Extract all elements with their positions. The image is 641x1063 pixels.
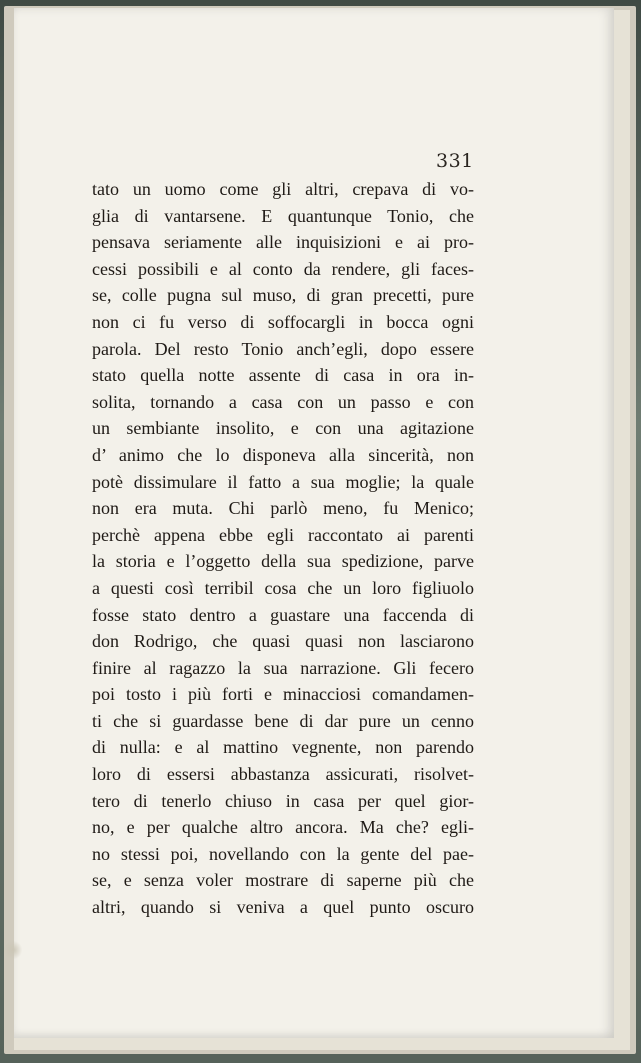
text-line: d’ animo che lo disponeva alla sincerità, non: [92, 444, 474, 465]
paper-stain: [4, 940, 22, 960]
text-line: perchè appena ebbe egli raccontato ai parenti: [92, 524, 474, 545]
text-line: potè dissimulare il fatto a sua moglie; la quale: [92, 471, 474, 492]
text-line: se, colle pugna sul muso, di gran precetti, pure: [92, 285, 474, 306]
text-line: se, e senza voler mostrare di saperne più che: [92, 870, 474, 891]
text-line: un sembiante insolito, e con una agitazione: [92, 418, 474, 439]
text-line: la storia e l’oggetto della sua spedizione, parve: [92, 551, 474, 572]
text-line: pensava seriamente alle inquisizioni e ai pro-: [92, 232, 474, 253]
text-line: non ci fu verso di soffocargli in bocca ogni: [92, 311, 474, 332]
text-line: no stessi poi, novellando con la gente del pae-: [92, 843, 474, 864]
book-page: [14, 8, 614, 1038]
text-line: glia di vantarsene. E quantunque Tonio, che: [92, 205, 474, 226]
text-line: tato un uomo come gli altri, crepava di vo-: [92, 179, 474, 199]
body-text: [92, 176, 474, 921]
text-line: ti che si guardasse bene di dar pure un cenno: [92, 710, 474, 731]
text-line: solita, tornando a casa con un passo e con: [92, 391, 474, 412]
text-line: no, e per qualche altro ancora. Ma che? egli-: [92, 817, 474, 838]
text-line: altri, quando si veniva a quel punto oscuro: [92, 897, 474, 918]
text-line: poi tosto i più forti e minacciosi comandamen-: [92, 684, 474, 705]
text-line: cessi possibili e al conto da rendere, gli faces-: [92, 258, 474, 279]
text-line: non era muta. Chi parlò meno, fu Menico;: [92, 498, 474, 519]
text-line: stato quella notte assente di casa in ora in-: [92, 365, 474, 386]
text-line: di nulla: e al mattino vegnente, non parendo: [92, 737, 474, 758]
text-line: don Rodrigo, che quasi quasi non lasciarono: [92, 631, 474, 652]
text-line: parola. Del resto Tonio anch’egli, dopo essere: [92, 338, 474, 359]
text-line: finire al ragazzo la sua narrazione. Gli fecero: [92, 657, 474, 678]
text-line: fosse stato dentro a guastare una faccenda di: [92, 604, 474, 625]
text-line: loro di essersi abbastanza assicurati, risolvet-: [92, 764, 474, 785]
text-line: a questi così terribil cosa che un loro figliuolo: [92, 577, 474, 598]
page-number: 331: [436, 150, 474, 172]
text-line: tero di tenerlo chiuso in casa per quel gior-: [92, 790, 474, 811]
